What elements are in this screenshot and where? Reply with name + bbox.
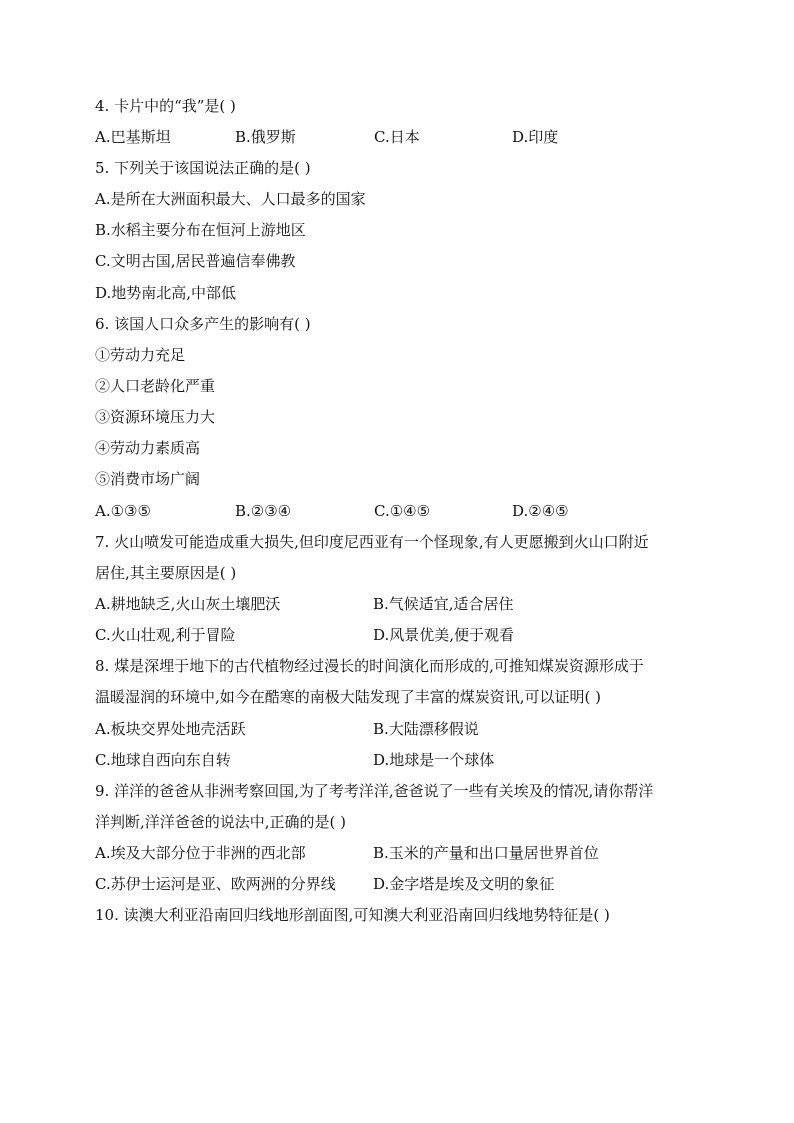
q6-item-1: ①劳动力充足 xyxy=(95,346,186,364)
q8-option-a: A.板块交界处地壳活跃 xyxy=(95,720,246,738)
q6-item-4: ④劳动力素质高 xyxy=(95,439,201,457)
q5-option-b: B.水稻主要分布在恒河上游地区 xyxy=(95,221,306,239)
q6-option-a: A.①③⑤ xyxy=(95,502,151,520)
q6-item-5: ⑤消费市场广阔 xyxy=(95,470,201,488)
question-10-stem: 10. 读澳大利亚沿南回归线地形剖面图,可知澳大利亚沿南回归线地势特征是( ) xyxy=(95,906,610,924)
q4-option-d: D.印度 xyxy=(512,128,559,146)
question-7-stem-line-2: 居住,其主要原因是( ) xyxy=(95,564,237,582)
q6-item-2: ②人口老龄化严重 xyxy=(95,377,216,395)
q8-option-c: C.地球自西向东自转 xyxy=(95,751,231,769)
q6-option-d: D.②④⑤ xyxy=(512,502,569,520)
question-9-stem-line-2: 洋判断,洋洋爸爸的说法中,正确的是( ) xyxy=(95,813,347,831)
q5-option-a: A.是所在大洲面积最大、人口最多的国家 xyxy=(95,190,366,208)
question-8-stem-line-1: 8. 煤是深埋于地下的古代植物经过漫长的时间演化而形成的,可推知煤炭资源形成于 xyxy=(95,657,644,675)
q6-option-c: C.①④⑤ xyxy=(374,502,431,520)
question-8-stem-line-2: 温暖湿润的环境中,如今在酷寒的南极大陆发现了丰富的煤炭资讯,可以证明( ) xyxy=(95,688,602,706)
q8-option-b: B.大陆漂移假说 xyxy=(373,720,479,738)
question-9-stem-line-1: 9. 洋洋的爸爸从非洲考察回国,为了考考洋洋,爸爸说了一些有关埃及的情况,请你帮洋 xyxy=(95,782,654,800)
q4-option-c: C.日本 xyxy=(374,128,420,146)
q7-option-d: D.风景优美,便于观看 xyxy=(373,626,515,644)
question-5-stem: 5. 下列关于该国说法正确的是( ) xyxy=(95,159,311,177)
question-6-stem: 6. 该国人口众多产生的影响有( ) xyxy=(95,315,311,333)
q9-option-a: A.埃及大部分位于非洲的西北部 xyxy=(95,844,306,862)
q6-item-3: ③资源环境压力大 xyxy=(95,408,216,426)
q4-option-a: A.巴基斯坦 xyxy=(95,128,171,146)
question-4-stem: 4. 卡片中的“我”是( ) xyxy=(95,97,236,115)
q9-option-b: B.玉米的产量和出口量居世界首位 xyxy=(373,844,599,862)
q8-option-d: D.地球是一个球体 xyxy=(373,751,495,769)
question-7-stem-line-1: 7. 火山喷发可能造成重大损失,但印度尼西亚有一个怪现象,有人更愿搬到火山口附近 xyxy=(95,533,649,551)
q5-option-c: C.文明古国,居民普遍信奉佛教 xyxy=(95,252,296,270)
q6-option-b: B.②③④ xyxy=(235,502,292,520)
q7-option-a: A.耕地缺乏,火山灰土壤肥沃 xyxy=(95,595,281,613)
q9-option-d: D.金字塔是埃及文明的象征 xyxy=(373,875,555,893)
q5-option-d: D.地势南北高,中部低 xyxy=(95,284,237,302)
q4-option-b: B.俄罗斯 xyxy=(235,128,296,146)
q7-option-b: B.气候适宜,适合居住 xyxy=(373,595,514,613)
q9-option-c: C.苏伊士运河是亚、欧两洲的分界线 xyxy=(95,875,336,893)
q7-option-c: C.火山壮观,利于冒险 xyxy=(95,626,236,644)
